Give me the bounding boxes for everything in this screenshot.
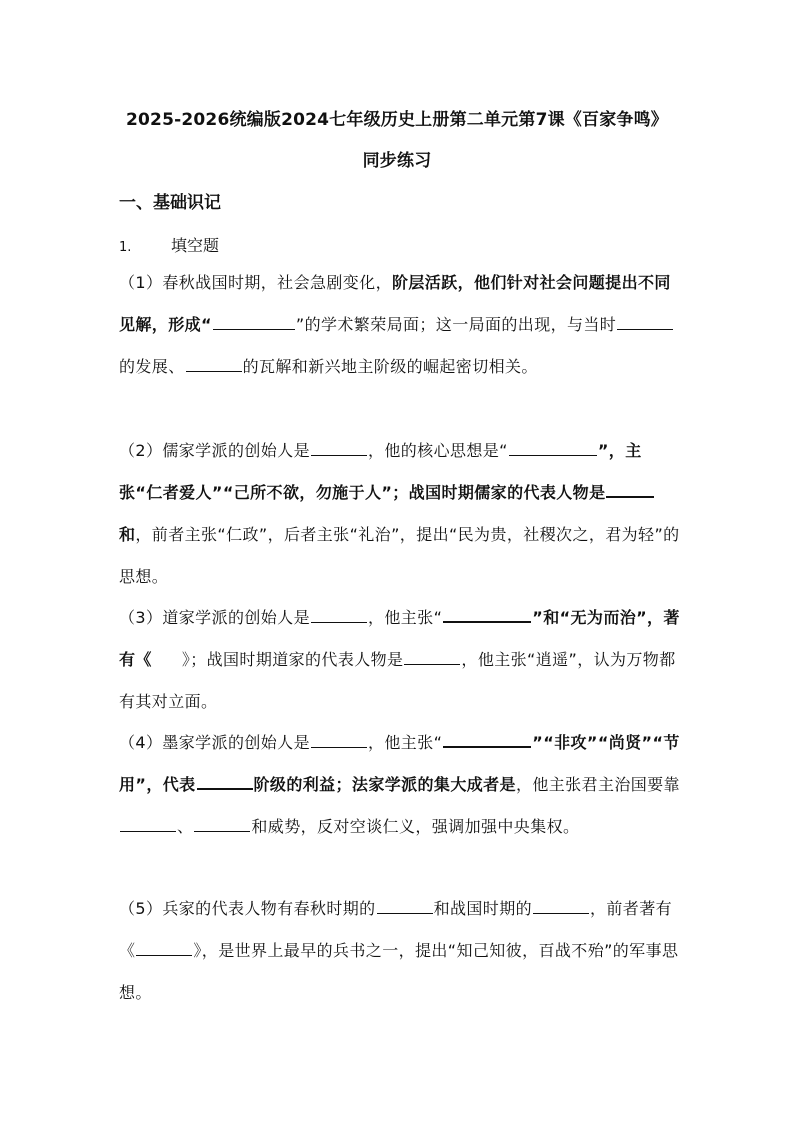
question-type: 填空题	[171, 236, 220, 255]
text-segment: 、	[177, 817, 194, 836]
document-subtitle: 同步练习	[362, 151, 432, 171]
fill-item-5	[119, 888, 681, 1014]
text-segment: （4）墨家学派的创始人是	[119, 733, 310, 752]
text-segment: ，他主张“	[367, 608, 443, 627]
answer-blank[interactable]	[136, 936, 192, 956]
text-segment-bold: 和	[119, 525, 136, 544]
fill-item-2	[119, 430, 681, 598]
text-segment: （5）兵家的代表人物有春秋时期的	[119, 899, 376, 918]
text-segment: 和威势，反对空谈仁义，强调加强中央集权。	[251, 817, 580, 836]
answer-blank[interactable]	[311, 603, 367, 623]
text-segment: 》；战国时期道家的代表人物是	[181, 650, 404, 669]
text-segment: ”的学术繁荣局面；这一局面的出现，与当时	[295, 315, 617, 334]
answer-blank[interactable]	[311, 436, 367, 456]
text-segment: （2）儒家学派的创始人是	[119, 441, 310, 460]
text-segment: ，他主张“逍遥”，认为万物都有其对立面。	[119, 650, 676, 711]
answer-blank[interactable]	[377, 894, 433, 914]
text-segment: 的瓦解和新兴地主阶级的崛起密切相关。	[242, 357, 538, 376]
question-heading	[119, 233, 219, 256]
text-segment: 和战国时期的	[433, 899, 532, 918]
answer-blank[interactable]	[213, 310, 295, 330]
answer-blank[interactable]	[533, 894, 589, 914]
fill-item-4	[119, 722, 681, 848]
text-segment-bold: ”和“无为而治”，著有《	[119, 608, 680, 669]
text-segment: ，他主张“	[367, 733, 443, 752]
fill-item-3	[119, 597, 681, 723]
answer-blank[interactable]	[186, 352, 242, 372]
text-segment-bold: 阶级的利益；法家学派的集大成者是	[253, 775, 516, 794]
fill-item-1	[119, 262, 681, 388]
answer-blank[interactable]	[404, 645, 460, 665]
answer-blank[interactable]	[120, 812, 176, 832]
answer-blank[interactable]	[197, 769, 253, 790]
text-segment-bold: ”，主张“仁者爱人”“己所不欲，勿施于人”；战国时期儒家的代表人物是	[119, 441, 642, 502]
text-segment: ，前者主张“仁政”，后者主张“礼治”，提出“民为贵，社稷次之，君为轻”的思想。	[119, 525, 680, 586]
text-segment: 》，是世界上最早的兵书之一，提出“知己知彼，百战不殆”的军事思想。	[119, 941, 679, 1002]
answer-blank[interactable]	[443, 602, 531, 623]
text-segment: ，前者著有《	[119, 899, 673, 960]
text-segment: 的发展、	[119, 357, 185, 376]
text-segment: （3）道家学派的创始人是	[119, 608, 310, 627]
answer-blank[interactable]	[194, 812, 250, 832]
answer-blank[interactable]	[443, 727, 531, 748]
text-segment-bold: ”“非攻”“尚贤”“节用”，代表	[119, 733, 680, 794]
text-segment: （1）春秋战国时期，社会急剧变化，	[119, 273, 392, 292]
answer-blank[interactable]	[617, 310, 673, 330]
text-segment-bold: 阶层活跃，他们针对社会问题提出不同见解，形成“	[119, 273, 671, 334]
question-number: 1.	[119, 240, 132, 255]
answer-blank[interactable]	[606, 477, 654, 498]
text-segment: ，他主张君主治国要靠	[515, 775, 680, 794]
answer-blank[interactable]	[509, 436, 597, 456]
document-title: 2025-2026统编版2024七年级历史上册第二单元第7课《百家争鸣》	[125, 110, 669, 130]
section-heading: 一、基础识记	[119, 193, 221, 213]
answer-blank[interactable]	[311, 728, 367, 748]
text-segment: ，他的核心思想是“	[367, 441, 508, 460]
